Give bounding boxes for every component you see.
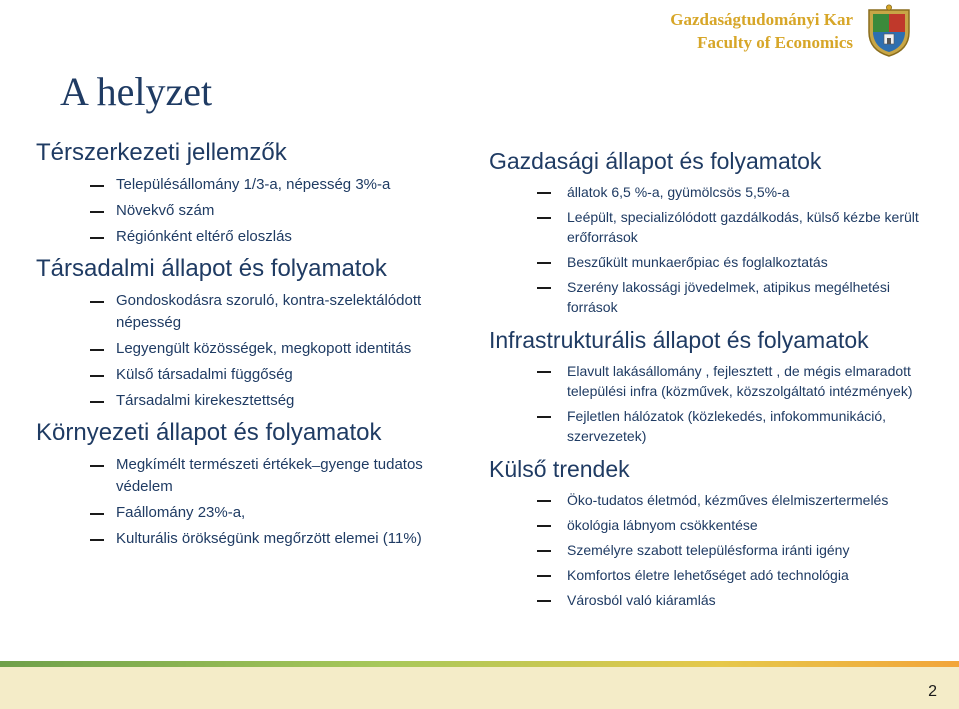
list-item: [537, 406, 929, 446]
list-item-text: Komfortos életre lehetőséget adó technológia: [567, 567, 849, 583]
list-item: [90, 502, 456, 524]
footer-band: [0, 665, 959, 709]
dash-bullet-icon: [537, 500, 551, 502]
list-item-text: állatok 6,5 %-a, gyümölcsös 5,5%-a: [567, 184, 790, 200]
list-item-text: Külső társadalmi függőség: [116, 366, 293, 383]
dash-bullet-icon: [90, 211, 104, 213]
list-item-text: Társadalmi kirekesztettség: [116, 392, 295, 409]
left-column: [36, 138, 456, 556]
dash-bullet-icon: [537, 262, 551, 264]
dash-bullet-icon: [537, 600, 551, 602]
list-item-text: Személyre szabott településforma iránti igény: [567, 542, 850, 558]
dash-bullet-icon: [537, 550, 551, 552]
list-item: [90, 528, 456, 550]
section-external-trends: [489, 454, 929, 610]
list-item-text: Növekvő szám: [116, 202, 215, 219]
dash-bullet-icon: [90, 237, 104, 239]
section-heading: Gazdasági állapot és folyamatok: [489, 148, 822, 174]
list-item: [90, 290, 456, 334]
list-item: [90, 226, 456, 248]
dash-bullet-icon: [537, 416, 551, 418]
section-social-state: [36, 254, 456, 412]
section-heading: Társadalmi állapot és folyamatok: [36, 255, 387, 282]
list-item: [90, 338, 456, 360]
list-item: [537, 590, 929, 610]
section-heading: Infrastrukturális állapot és folyamatok: [489, 327, 869, 353]
section-heading: Külső trendek: [489, 456, 630, 482]
bullet-list: [36, 290, 456, 412]
list-item-text: ökológia lábnyom csökkentése: [567, 517, 758, 533]
list-item-text: Gondoskodásra szoruló, kontra-szelektálódott népesség: [116, 292, 422, 331]
right-column: [489, 146, 929, 618]
list-item-text: Megkímélt természeti értékek ̶ gyenge tudatos védelem: [116, 456, 423, 495]
dash-bullet-icon: [537, 287, 551, 289]
list-item: [90, 390, 456, 412]
dash-bullet-icon: [90, 401, 104, 403]
faculty-name-hu: Gazdaságtudományi Kar: [670, 10, 853, 29]
section-environmental-state: [36, 418, 456, 550]
list-item: [537, 277, 929, 317]
list-item-text: Öko-tudatos életmód, kézműves élelmiszertermelés: [567, 492, 889, 508]
university-crest-icon: [865, 4, 913, 58]
dash-bullet-icon: [537, 371, 551, 373]
list-item-text: Régiónként eltérő eloszlás: [116, 228, 292, 245]
section-economic-state: [489, 146, 929, 317]
section-infrastructure-state: [489, 325, 929, 446]
list-item-text: Kulturális örökségünk megőrzött elemei (11%): [116, 530, 422, 547]
list-item: [537, 252, 929, 272]
dash-bullet-icon: [537, 525, 551, 527]
list-item-text: Leépült, specializólódott gazdálkodás, külső kézbe került erőforrások: [567, 209, 919, 245]
page-number: 2: [928, 683, 937, 700]
bullet-list: [489, 490, 929, 610]
list-item: [537, 540, 929, 560]
dash-bullet-icon: [90, 513, 104, 515]
section-spatial-structure: [36, 138, 456, 248]
dash-bullet-icon: [90, 465, 104, 467]
section-heading: Térszerkezeti jellemzők: [36, 139, 287, 166]
list-item: [537, 515, 929, 535]
list-item: [537, 207, 929, 247]
list-item: [537, 565, 929, 585]
slide-title: A helyzet: [60, 69, 213, 114]
list-item: [90, 200, 456, 222]
list-item-text: Legyengült közösségek, megkopott identitás: [116, 340, 412, 357]
list-item-text: Településállomány 1/3-a, népesség 3%-a: [116, 176, 391, 193]
bullet-list: [36, 174, 456, 248]
list-item-text: Városból való kiáramlás: [567, 592, 716, 608]
list-item-text: Elavult lakásállomány , fejlesztett , de mégis elmaradott települési infra (közművek, közszolgáltató intézmények): [567, 363, 913, 399]
dash-bullet-icon: [90, 539, 104, 541]
faculty-name-en: Faculty of Economics: [697, 33, 853, 52]
dash-bullet-icon: [90, 301, 104, 303]
section-heading: Környezeti állapot és folyamatok: [36, 419, 382, 446]
list-item: [537, 182, 929, 202]
bullet-list: [36, 454, 456, 550]
list-item-text: Fejletlen hálózatok (közlekedés, infokommunikáció, szervezetek): [567, 408, 887, 444]
dash-bullet-icon: [537, 192, 551, 194]
list-item-text: Beszűkült munkaerőpiac és foglalkoztatás: [567, 254, 828, 270]
list-item: [90, 174, 456, 196]
dash-bullet-icon: [90, 375, 104, 377]
list-item: [537, 490, 929, 510]
dash-bullet-icon: [537, 575, 551, 577]
list-item: [90, 454, 456, 498]
bullet-list: [489, 361, 929, 446]
list-item: [90, 364, 456, 386]
bullet-list: [489, 182, 929, 317]
dash-bullet-icon: [537, 217, 551, 219]
footer-accent-line: [0, 661, 959, 667]
dash-bullet-icon: [90, 185, 104, 187]
faculty-brand: [670, 8, 853, 54]
list-item-text: Faállomány 23%-a,: [116, 504, 246, 521]
dash-bullet-icon: [90, 349, 104, 351]
list-item: [537, 361, 929, 401]
list-item-text: Szerény lakossági jövedelmek, atipikus megélhetési források: [567, 279, 890, 315]
